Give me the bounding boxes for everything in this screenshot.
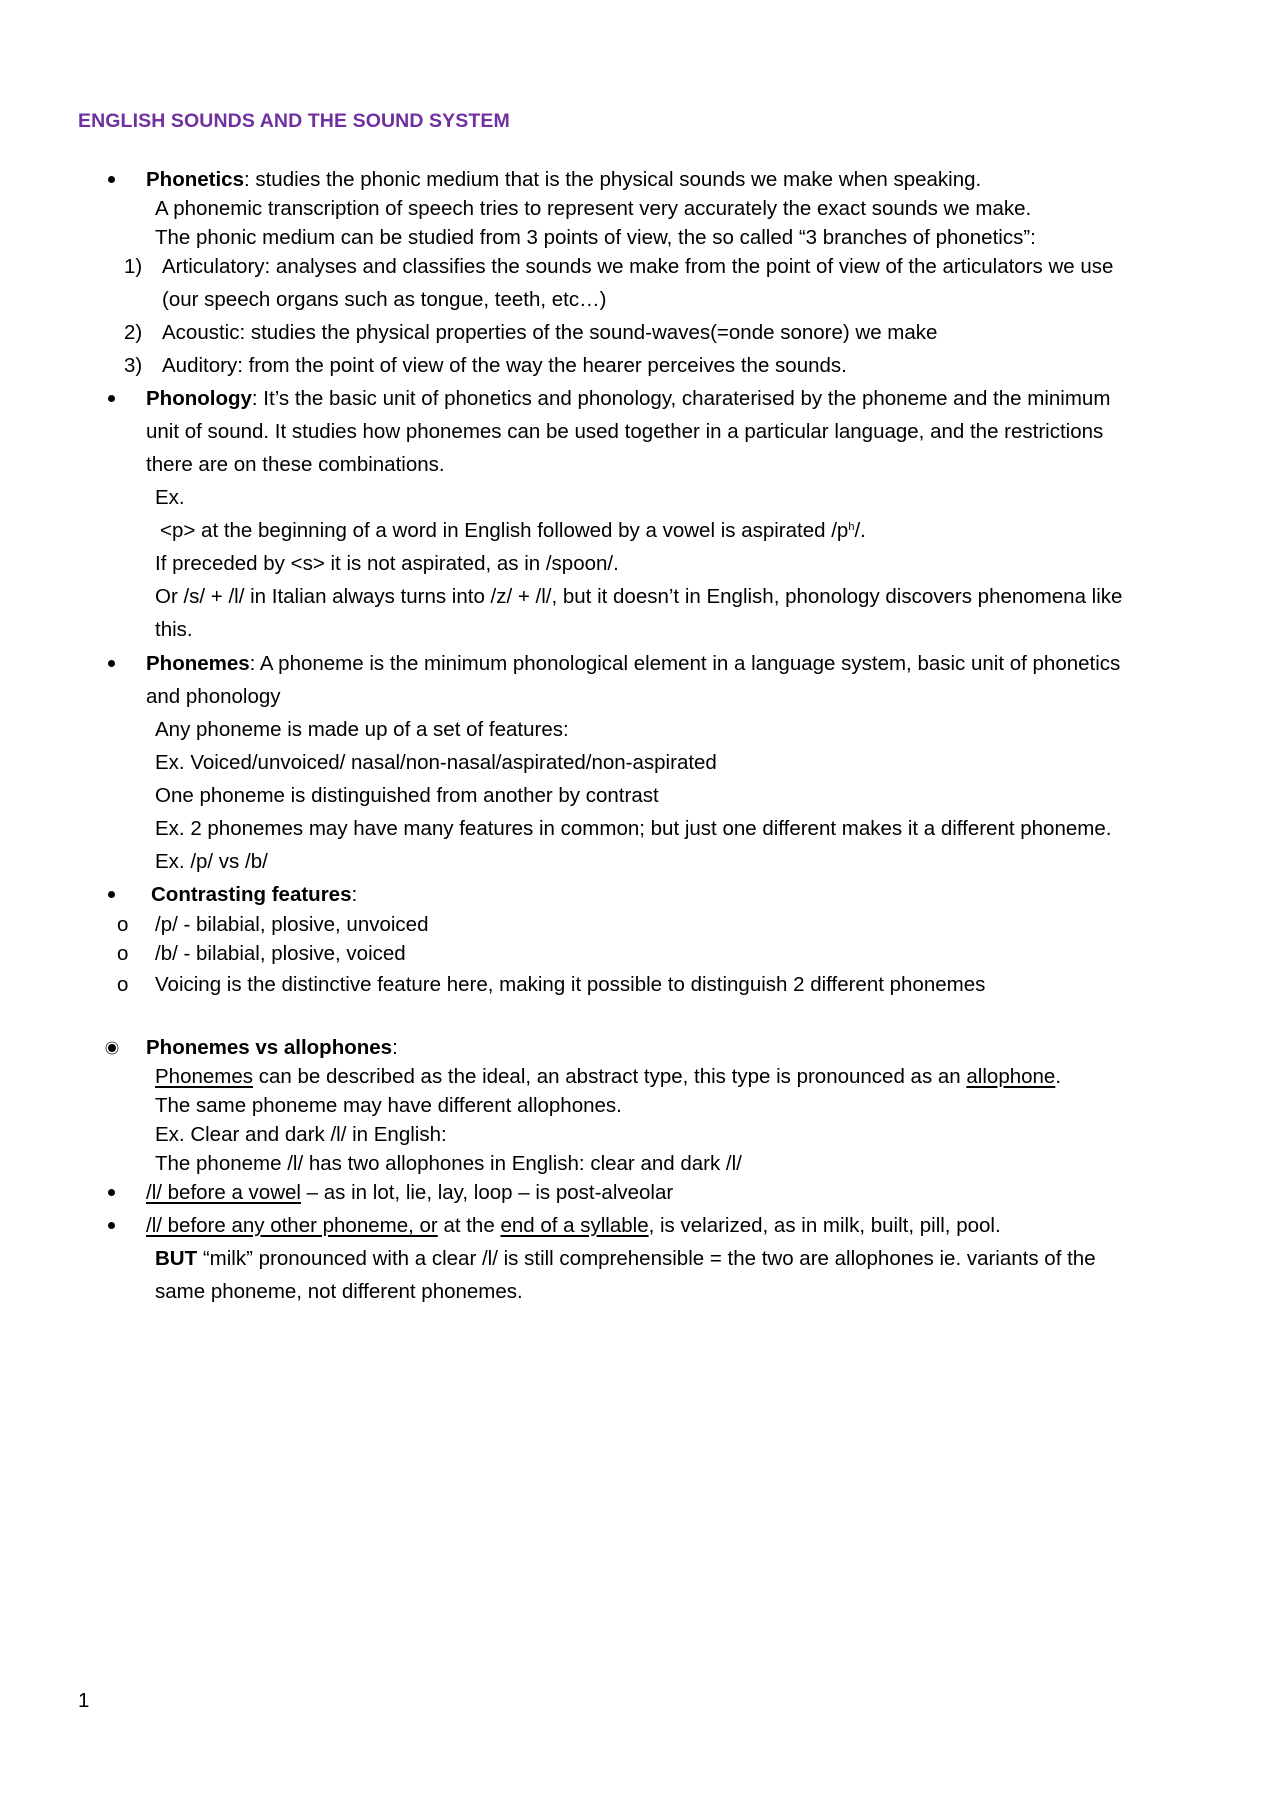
bullet-icon [108, 176, 115, 183]
aspiration-mark: h [848, 521, 855, 533]
phonology-example-3: Or /s/ + /l/ in Italian always turns into /z/ + /l/, but it doesn’t in English, phonology discovers phenomena like [155, 585, 1123, 608]
dark-l-text: at the [437, 1214, 501, 1237]
allophones-line2: The same phoneme may have different allophones. [155, 1094, 622, 1117]
phonology-line2: unit of sound. It studies how phonemes can be used together in a particular language, and the restrictions [146, 420, 1104, 443]
phonemes-line3: Any phoneme is made up of a set of features: [155, 718, 569, 741]
contrast-item: /p/ - bilabial, plosive, unvoiced [155, 913, 429, 936]
circle-bullet-icon: o [117, 942, 129, 965]
phonology-ex-label: Ex. [155, 486, 185, 509]
end-of-syllable-underlined: end of a syllable [500, 1214, 649, 1237]
allophones-line4: The phoneme /l/ has two allophones in English: clear and dark /l/ [155, 1152, 742, 1175]
phonetics-definition [146, 170, 981, 191]
contrast-item: /b/ - bilabial, plosive, voiced [155, 942, 406, 965]
allophones-conclusion [155, 1249, 1096, 1270]
branch-acoustic: Acoustic: studies the physical properties of the sound-waves(=onde sonore) we make [162, 321, 938, 344]
document-title: ENGLISH SOUNDS AND THE SOUND SYSTEM [78, 110, 510, 132]
dark-l-text-end: , is velarized, as in milk, built, pill, pool. [648, 1214, 1001, 1237]
phonology-example-2: If preceded by <s> it is not aspirated, as in /spoon/. [155, 552, 619, 575]
allophone-underlined: allophone [966, 1065, 1056, 1088]
branch-auditory: Auditory: from the point of view of the way the hearer perceives the sounds. [162, 354, 847, 377]
phonology-definition [146, 389, 1110, 410]
allophones-colon: : [392, 1036, 398, 1059]
phonemes-text: : A phoneme is the minimum phonological element in a language system, basic unit of phonetics [249, 652, 1121, 675]
phonology-example-1 [160, 521, 866, 542]
conclusion-text: “milk” pronounced with a clear /l/ is still comprehensible = the two are allophones ie. variants of the [197, 1247, 1096, 1270]
phonemes-line2: and phonology [146, 685, 281, 708]
bullet-icon [108, 1222, 115, 1229]
branch-articulatory-cont: (our speech organs such as tongue, teeth, etc…) [162, 288, 607, 311]
phonemes-line6: Ex. 2 phonemes may have many features in common; but just one different makes it a different phoneme. [155, 817, 1112, 840]
contrast-item: Voicing is the distinctive feature here, making it possible to distinguish 2 different phonemes [155, 973, 986, 996]
phonology-term: Phonology [146, 387, 252, 410]
allophones-term: Phonemes vs allophones [146, 1036, 393, 1059]
allophones-line3: Ex. Clear and dark /l/ in English: [155, 1123, 447, 1146]
bullet-icon [108, 395, 115, 402]
branch-number: 3) [124, 354, 143, 377]
phonemes-definition [146, 654, 1120, 675]
bullet-icon [108, 660, 115, 667]
phonetics-text: : studies the phonic medium that is the physical sounds we make when speaking. [243, 168, 982, 191]
circle-bullet-icon: o [117, 973, 129, 996]
phonemes-underlined: Phonemes [155, 1065, 254, 1088]
allophones-text: can be described as the ideal, an abstract type, this type is pronounced as an [253, 1065, 967, 1088]
phonetics-term: Phonetics [146, 168, 244, 191]
bullet-icon [108, 1189, 115, 1196]
allophones-heading [146, 1038, 398, 1059]
clear-l-underlined: /l/ before a vowel [146, 1181, 301, 1204]
branch-number: 2) [124, 321, 143, 344]
contrasting-term: Contrasting features [151, 883, 352, 906]
phonetics-line2: A phonemic transcription of speech tries to represent very accurately the exact sounds we make. [155, 197, 1032, 220]
allophones-line1 [155, 1067, 1061, 1088]
phonology-text: : It’s the basic unit of phonetics and phonology, charaterised by the phoneme and the minimum [251, 387, 1111, 410]
example-text-end: /. [854, 519, 866, 542]
dark-l-underlined: /l/ before any other phoneme, or [146, 1214, 438, 1237]
phonemes-line4: Ex. Voiced/unvoiced/ nasal/non-nasal/aspirated/non-aspirated [155, 751, 717, 774]
bullet-icon [108, 891, 115, 898]
bullet-icon [108, 1044, 116, 1052]
example-text: <p> at the beginning of a word in English followed by a vowel is aspirated /p [160, 519, 849, 542]
allophones-conclusion-cont: same phoneme, not different phonemes. [155, 1280, 523, 1303]
but-keyword: BUT [155, 1247, 198, 1270]
clear-l-item [146, 1183, 673, 1204]
branch-number: 1) [124, 255, 143, 278]
phonemes-line7: Ex. /p/ vs /b/ [155, 850, 268, 873]
dark-l-item [146, 1216, 1001, 1237]
phonemes-line5: One phoneme is distinguished from another by contrast [155, 784, 659, 807]
page-number: 1 [78, 1689, 90, 1712]
circle-bullet-icon: o [117, 913, 129, 936]
phonemes-term: Phonemes [146, 652, 250, 675]
phonology-line3: there are on these combinations. [146, 453, 445, 476]
phonetics-line3: The phonic medium can be studied from 3 points of view, the so called “3 branches of phonetics”: [155, 226, 1036, 249]
clear-l-text: – as in lot, lie, lay, loop – is post-alveolar [300, 1181, 674, 1204]
branch-articulatory: Articulatory: analyses and classifies the sounds we make from the point of view of the articulators we use [162, 255, 1114, 278]
allophones-period: . [1055, 1065, 1062, 1088]
contrasting-colon: : [351, 883, 358, 906]
contrasting-features-heading [151, 885, 357, 906]
phonology-example-3-cont: this. [155, 618, 193, 641]
